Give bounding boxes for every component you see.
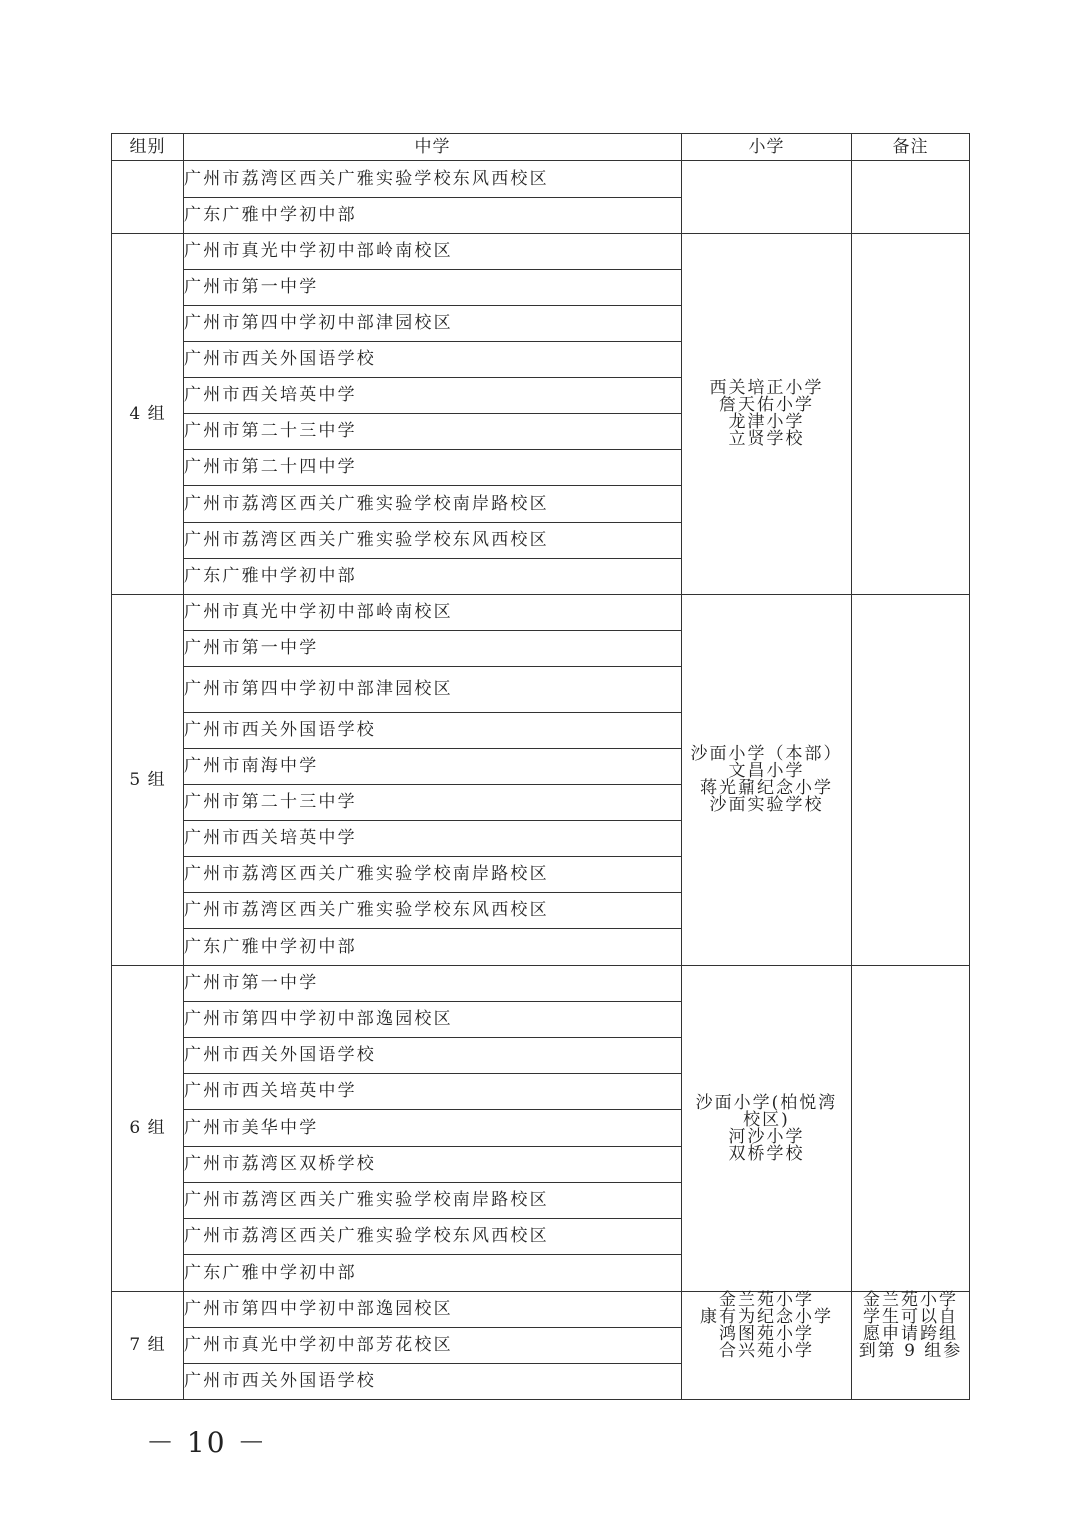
primary-school-list: [682, 595, 852, 966]
primary-school-name: 沙面实验学校: [709, 795, 824, 815]
school-allocation-table: [111, 133, 970, 1400]
table-row: [112, 1292, 970, 1328]
middle-school-name: 广东广雅中学初中部: [184, 929, 682, 966]
middle-school-name: 广州市第四中学初中部津园校区: [184, 667, 682, 713]
middle-school-name: 广州市西关外国语学校: [184, 1038, 682, 1074]
middle-school-name: 广州市南海中学: [184, 749, 682, 785]
middle-school-name: 广州市美华中学: [184, 1110, 682, 1147]
primary-school-list: [682, 966, 852, 1292]
remark-cell: [852, 234, 970, 595]
primary-school-name: 文昌小学: [728, 761, 805, 781]
middle-school-name: 广州市第一中学: [184, 631, 682, 667]
middle-school-name: 广州市荔湾区西关广雅实验学校东风西校区: [184, 1219, 682, 1255]
remark-cell: [852, 966, 970, 1292]
primary-school-name: 金兰苑小学: [719, 1290, 814, 1310]
middle-school-name: 广州市第二十四中学: [184, 450, 682, 486]
primary-school-name: 河沙小学: [728, 1126, 805, 1147]
primary-school-name: 沙面小学(柏悦湾: [695, 1092, 838, 1113]
table-body: [112, 161, 970, 1400]
remark-cell: [852, 161, 970, 234]
header-middle-school: 中学: [184, 134, 682, 161]
middle-school-name: 广州市第一中学: [184, 270, 682, 306]
middle-school-name: 广州市真光中学初中部岭南校区: [184, 234, 682, 270]
remark-line: 到第 9 组参: [858, 1341, 963, 1361]
middle-school-name: 广州市第二十三中学: [184, 414, 682, 450]
middle-school-name: 广东广雅中学初中部: [184, 1255, 682, 1292]
middle-school-name: 广州市西关培英中学: [184, 821, 682, 857]
primary-school-name: 龙津小学: [728, 412, 805, 432]
middle-school-name: 广州市荔湾区西关广雅实验学校南岸路校区: [184, 857, 682, 893]
page-number: － 10 －: [146, 1426, 268, 1459]
middle-school-name: 广州市第一中学: [184, 966, 682, 1002]
middle-school-name: 广州市荔湾区双桥学校: [184, 1147, 682, 1183]
primary-school-name: 沙面小学（本部）: [690, 744, 843, 764]
middle-school-name: 广州市荔湾区西关广雅实验学校东风西校区: [184, 893, 682, 929]
primary-school-name: 康有为纪念小学: [700, 1307, 833, 1327]
middle-school-name: 广州市荔湾区西关广雅实验学校东风西校区: [184, 523, 682, 559]
middle-school-name: 广州市西关外国语学校: [184, 713, 682, 749]
primary-school-list: [682, 234, 852, 595]
primary-school-name: 合兴苑小学: [719, 1341, 814, 1361]
header-remark: 备注: [852, 134, 970, 161]
primary-school-name: 西关培正小学: [709, 378, 824, 398]
primary-school-list: [682, 1292, 852, 1400]
group-label: 4 组: [112, 234, 184, 595]
primary-school-name: 蒋光鼐纪念小学: [700, 778, 833, 798]
primary-school-name: 立贤学校: [728, 429, 805, 449]
group-label: 7 组: [112, 1292, 184, 1400]
middle-school-name: 广东广雅中学初中部: [184, 559, 682, 595]
remark-cell: [852, 1292, 970, 1400]
group-label: 6 组: [112, 966, 184, 1292]
middle-school-name: 广州市第四中学初中部津园校区: [184, 306, 682, 342]
header-group: 组别: [112, 134, 184, 161]
primary-school-name: 双桥学校: [728, 1143, 805, 1164]
table-row: [112, 161, 970, 198]
middle-school-name: 广州市荔湾区西关广雅实验学校南岸路校区: [184, 1183, 682, 1219]
middle-school-name: 广州市荔湾区西关广雅实验学校南岸路校区: [184, 486, 682, 523]
middle-school-name: 广州市西关培英中学: [184, 1074, 682, 1110]
middle-school-name: 广州市第四中学初中部逸园校区: [184, 1002, 682, 1038]
middle-school-name: 广州市真光中学初中部岭南校区: [184, 595, 682, 631]
group-label: [112, 161, 184, 234]
middle-school-name: 广州市西关外国语学校: [184, 1364, 682, 1400]
middle-school-name: 广州市第四中学初中部逸园校区: [184, 1292, 682, 1328]
table-row: [112, 234, 970, 270]
middle-school-name: 广州市真光中学初中部芳花校区: [184, 1328, 682, 1364]
table-row: [112, 595, 970, 631]
group-label: 5 组: [112, 595, 184, 966]
middle-school-name: 广州市西关外国语学校: [184, 342, 682, 378]
middle-school-name: 广州市荔湾区西关广雅实验学校东风西校区: [184, 161, 682, 198]
remark-line: 金兰苑小学: [863, 1290, 958, 1310]
primary-school-name: 鸿图苑小学: [719, 1324, 814, 1344]
remark-cell: [852, 595, 970, 966]
middle-school-name: 广州市西关培英中学: [184, 378, 682, 414]
remark-line: 学生可以自: [863, 1307, 958, 1327]
table-row: [112, 966, 970, 1002]
primary-school-list: [682, 161, 852, 234]
header-primary-school: 小学: [682, 134, 852, 161]
remark-line: 愿申请跨组: [863, 1324, 958, 1344]
primary-school-name: 詹天佑小学: [719, 395, 814, 415]
primary-school-name: 校区): [743, 1109, 790, 1130]
middle-school-name: 广东广雅中学初中部: [184, 198, 682, 234]
middle-school-name: 广州市第二十三中学: [184, 785, 682, 821]
